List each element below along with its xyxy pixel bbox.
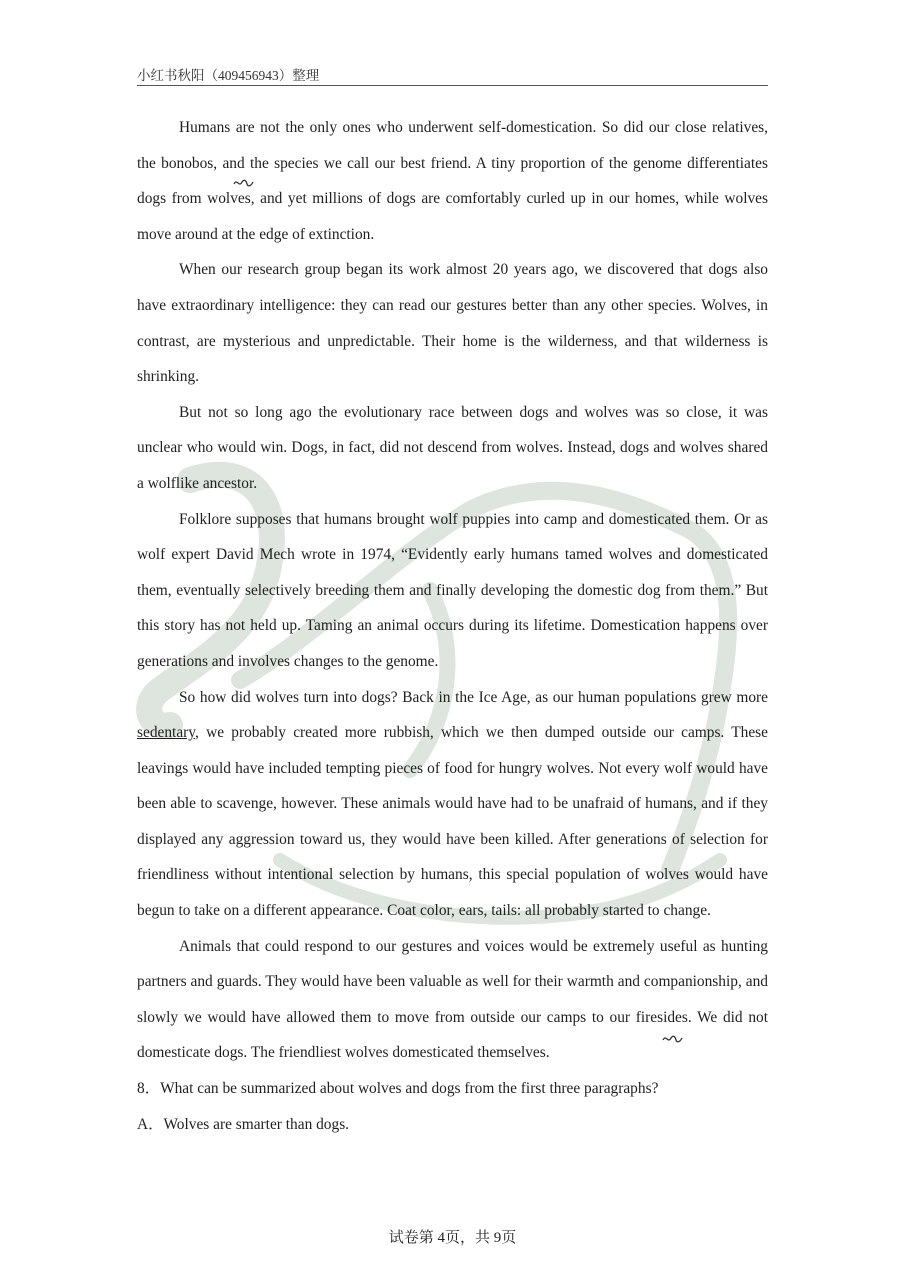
paragraph-5-text-after: , we probably created more rubbish, which we then dumped outside our camps. These leavings would have included tempting pieces of food for hungry wolves. Not every wolf would have been able to scavenge, however. These animals would have had to be unafraid of humans, and if they displayed any aggression toward us, they would have been killed. After generations of selection for friendliness without intentional selection by humans, this special population of wolves would have begun to take on a different appearance. Coat color, ears, tails: all probably started to change. xyxy=(137,724,768,920)
passage-paragraph-6: Animals that could respond to our gestures and voices would be extremely useful as hunting partners and guards. They would have been valuable as well for their warmth and companionship, and slowly we would have allowed them to move from outside our camps to our firesides. We did not domesticate dogs. The friendliest wolves domesticated themselves. xyxy=(137,937,768,1062)
paragraph-5-text-before: So how did wolves turn into dogs? Back in the Ice Age, as our human populations grew more xyxy=(179,688,768,706)
header-divider xyxy=(137,85,768,86)
passage-paragraph-1: Humans are not the only ones who underwent self-domestication. So did our close relatives, the bonobos, and the species we call our best friend. A tiny proportion of the genome differentiates dogs from wolves, and yet millions of dogs are comfortably curled up in our homes, while wolves move around at the edge of extinction. xyxy=(137,119,768,243)
page-footer: 试卷第 4页，共 9页 xyxy=(388,1230,517,1246)
reading-passage xyxy=(137,110,768,1142)
passage-paragraph-2: When our research group began its work almost 20 years ago, we discovered that dogs also have extraordinary intelligence: they can read our gestures better than any other species. Wolves, in contrast, are mysterious and unpredictable. Their home is the wilderness, and that wilderness is shrinking. xyxy=(137,261,768,386)
underlined-word: sedentary xyxy=(137,724,195,742)
passage-paragraph-5 xyxy=(137,680,768,929)
question-8-option-a: A．Wolves are smarter than dogs. xyxy=(137,1115,350,1133)
question-8-stem: 8．What can be summarized about wolves and dogs from the first three paragraphs? xyxy=(137,1080,659,1098)
page-header: 小红书秋阳（409456943）整理 xyxy=(137,68,320,83)
passage-paragraph-3: But not so long ago the evolutionary race between dogs and wolves was so close, it was unclear who would win. Dogs, in fact, did not descend from wolves. Instead, dogs and wolves shared a wolflike ancestor. xyxy=(137,403,768,492)
passage-paragraph-4: Folklore supposes that humans brought wolf puppies into camp and domesticated them. Or as wolf expert David Mech wrote in 1974, “Evidently early humans tamed wolves and domesticated them, eventually selectively breeding them and finally developing the domestic dog from them.” But this story has not held up. Taming an animal occurs during its lifetime. Domestication happens over generations and involves changes to the genome. xyxy=(137,510,768,670)
